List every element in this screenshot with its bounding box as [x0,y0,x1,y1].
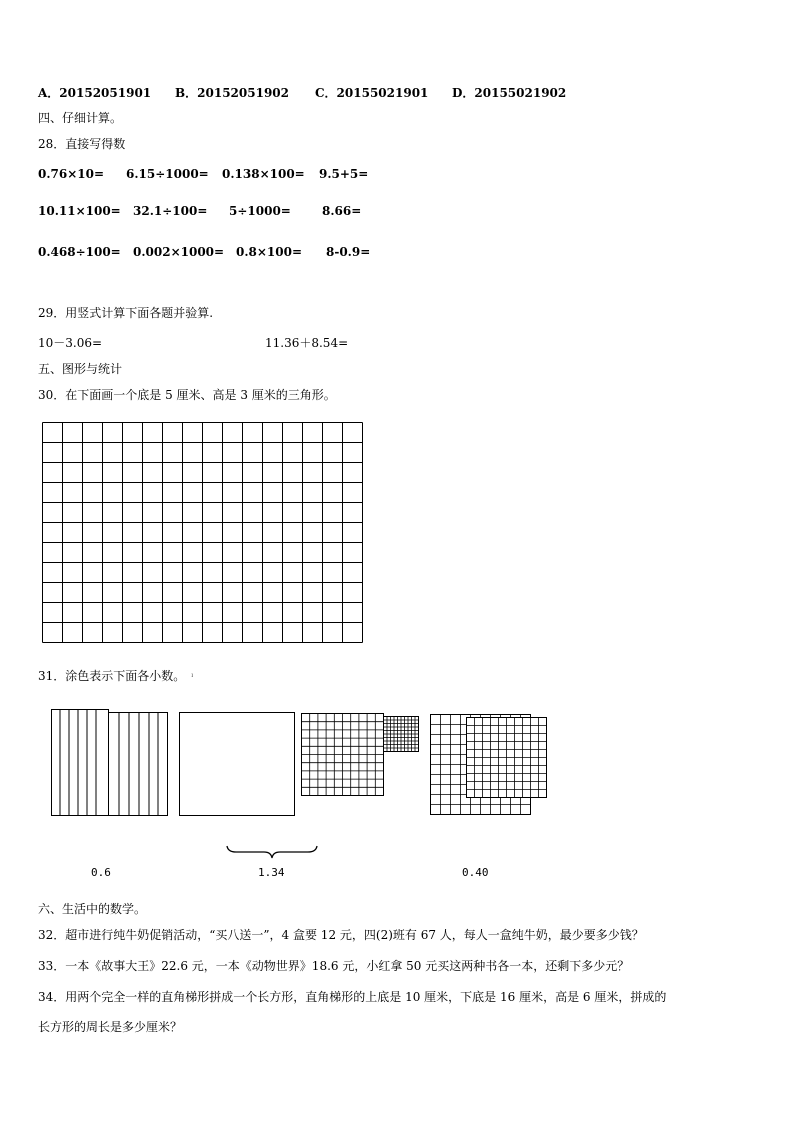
option-c: C．20155021901 [315,86,429,100]
hundred-grid-layer [302,714,384,796]
q28-r1-c4: 9.5+5= [319,167,369,181]
q28-r2-c4: 8.66= [322,204,362,218]
q34-line-1: 34．用两个完全一样的直角梯形拼成一个长方形，直角梯形的上底是 10 厘米，下底是 16 厘米，高是 6 厘米，拼成的 [38,990,667,1004]
option-b: B．20152051902 [175,86,289,100]
drawing-grid[interactable] [42,422,363,643]
q28-r3-c4: 8-0.9= [326,245,371,259]
q28-r3-c3: 0.8×100= [236,245,303,259]
section-5-title: 五、图形与统计 [38,362,123,376]
q28-r3-c1: 0.468÷100= [38,245,121,259]
q31-title-text: 31．涂色表示下面各小数。 [38,669,186,683]
section-4-title: 四、仔细计算。 [38,111,123,125]
q29-title: 29．用竖式计算下面各题并验算. [38,306,214,320]
figure-tenths-strips[interactable] [51,709,169,816]
q31-label-1: 0.6 [91,866,111,879]
q31-mark: ˡ [191,673,194,683]
figure-hundred-grid-2[interactable] [430,714,550,821]
q28-r1-c3: 0.138×100= [222,167,305,181]
q33-text: 33．一本《故事大王》22.6 元，一本《动物世界》18.6 元，小红拿 50 元买这两种书各一本，还剩下多少元？ [38,959,630,973]
q30-title: 30．在下面画一个底是 5 厘米、高是 3 厘米的三角形。 [38,388,336,402]
strip-front-layer [109,713,168,816]
q29-item-2: 11.36＋8.54= [265,336,349,350]
figure-hundred-grid-1[interactable] [301,713,421,820]
q32-text: 32．超市进行纯牛奶促销活动，“买八送一”，4 盒要 12 元，四(2)班有 67 人，每人一盒纯牛奶，最少要多少钱？ [38,928,644,942]
q28-r1-c2: 6.15÷1000= [126,167,209,181]
hundred-grid-layer [467,718,547,798]
q28-r2-c3: 5÷1000= [229,204,291,218]
hundred-grid-layer [384,717,419,752]
q28-r2-c2: 32.1÷100= [133,204,208,218]
q28-r2-c1: 10.11×100= [38,204,121,218]
q31-label-2: 1.34 [258,866,285,879]
q29-item-1: 10－3.06= [38,336,103,350]
q28-r1-c1: 0.76×10= [38,167,105,181]
q34-line-2: 长方形的周长是多少厘米？ [38,1020,183,1034]
q31-label-3: 0.40 [462,866,489,879]
option-d: D．20155021902 [452,86,567,100]
section-6-title: 六、生活中的数学。 [38,902,147,916]
q28-title: 28．直接写得数 [38,137,126,151]
figure-unit-square[interactable] [179,712,295,816]
q31-title [38,667,193,684]
q28-r3-c2: 0.002×1000= [133,245,225,259]
brace-mark [226,845,318,859]
option-a: A．20152051901 [38,86,152,100]
